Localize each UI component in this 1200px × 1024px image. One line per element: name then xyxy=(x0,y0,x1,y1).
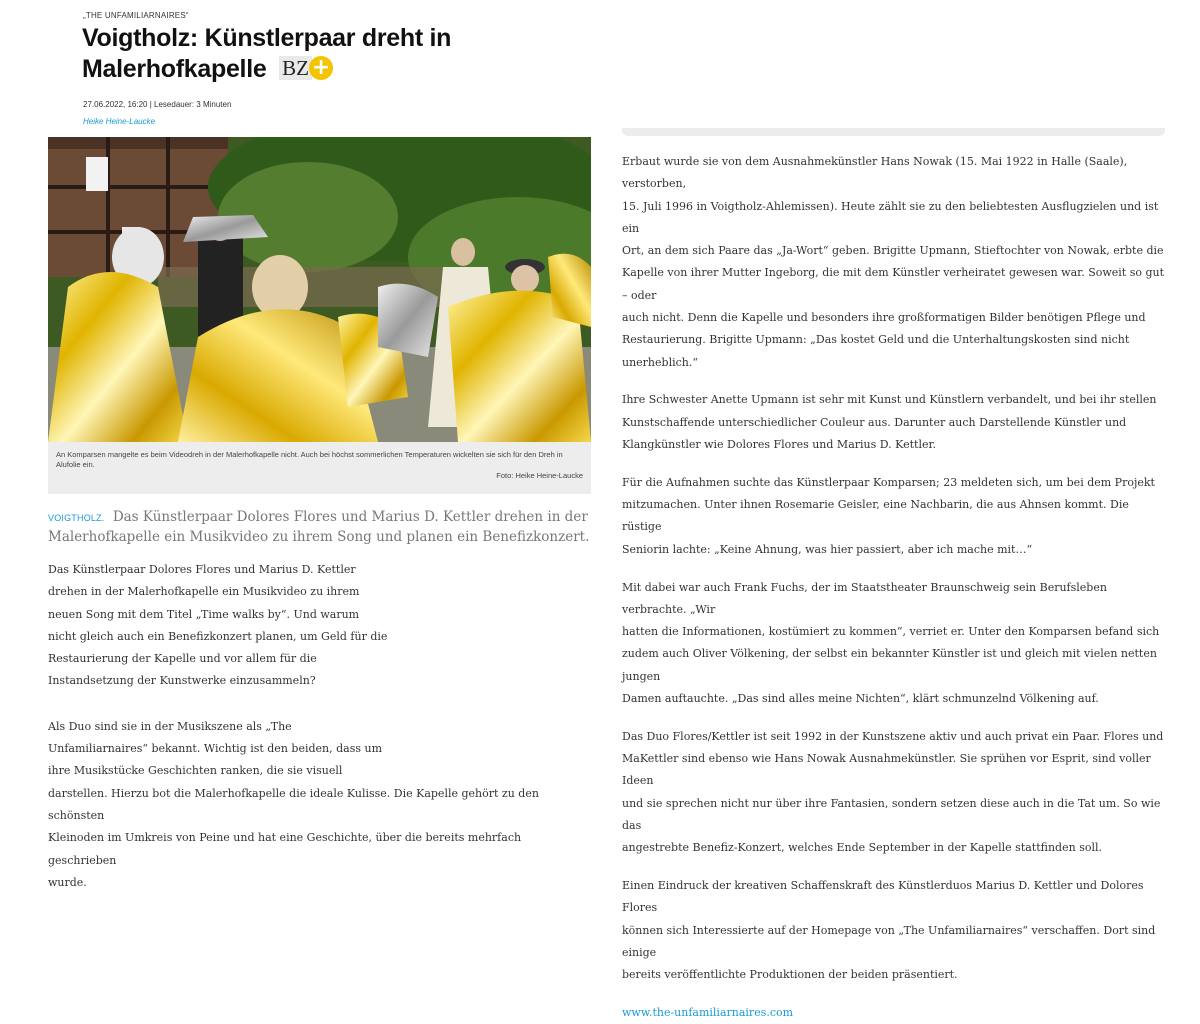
author-link[interactable]: Heike Heine-Laucke xyxy=(83,117,156,126)
body-paragraph: Einen Eindruck der kreativen Schaffenskraft des Künstlerduos Marius D. Kettler und Dolores Flores können sich Interessierte auf der Homepage von „The Unfamiliarnaires“ verschaffen. Dort sind einige bereits veröffentlichte Produktionen der beiden präsentiert. xyxy=(622,879,1156,982)
body-paragraph: Das Duo Flores/Kettler ist seit 1992 in der Kunstszene aktiv und auch privat ein Paar. Flores und MaKettler sind ebenso wie Hans Nowak Ausnahmekünstler. Sie sprühen vor Esprit, sind voller Ideen und sie sprechen nicht nur über ihre Fantasien, sondern setzen diese auch in die Tat um. So wie das angestrebte Benefiz-Konzert, welches Ende September in der Kapelle stattfinden soll. xyxy=(622,729,1164,855)
plus-icon: + xyxy=(309,56,333,80)
headline-line-2: Malerhofkapelle xyxy=(82,55,267,83)
photo-caption xyxy=(48,442,591,494)
headline xyxy=(82,23,602,85)
photo-credit: Foto: Heike Heine-Laucke xyxy=(496,471,583,480)
article-meta: 27.06.2022, 16:20 | Lesedauer: 3 Minuten xyxy=(83,100,232,109)
bz-logo: BZ xyxy=(279,56,312,80)
body-paragraph: Erbaut wurde sie von dem Ausnahmekünstler Hans Nowak (15. Mai 1922 in Halle (Saale), verstorben, 15. Juli 1996 in Voigtholz-Ahlemissen). Heute zählt sie zu den beliebtesten Ausflugzielen und ist ein Ort, an dem sich Paare das „Ja-Wort“ geben. Brigitte Upmann, Stieftochter von Nowak, erbte die Kapelle von ihrer Mutter Ingeborg, die mit dem Künstler verheiratet gewesen war. Soweit so gut – oder auch nicht. Denn die Kapelle und besonders ihre großformatigen Bilder benötigen Pflege und Restaurierung. Brigitte Upmann: „Das kostet Geld und die Unterhaltungskosten sind nicht unerheblich.“ xyxy=(622,155,1165,369)
body-paragraph: Mit dabei war auch Frank Fuchs, der im Staatstheater Braunschweig sein Berufsleben verbrachte. „Wir hatten die Informationen, kostümiert zu kommen“, verriet er. Unter den Komparsen befand sich zudem auch Oliver Völkening, der selbst ein bekannter Künstler ist und gleich mit vielen netten jungen Damen auftauchte. „Das sind alles meine Nichten“, klärt schmunzelnd Völkening auf. xyxy=(622,580,1160,706)
body-paragraph: Ihre Schwester Anette Upmann ist sehr mit Kunst und Künstlern verbandelt, und bei ihr stellen Kunstschaffende unterschiedlicher Couleur aus. Darunter auch Darstellende Künstler und Klangkünstler wie Dolores Flores und Marius D. Kettler. xyxy=(622,393,1157,452)
lead-text: Das Künstlerpaar Dolores Flores und Marius D. Kettler drehen in der Malerhofkapelle ein Musikvideo zu ihrem Song und planen ein Benefizkonzert. xyxy=(48,509,590,545)
body-paragraph: Als Duo sind sie in der Musikszene als „The Unfamiliarnaires“ bekannt. Wichtig ist den beiden, dass um ihre Musikstücke Geschichten ranken, die sie visuell darstellen. Hierzu bot die Malerhofkapelle die ideale Kulisse. Die Kapelle gehört zu den schönsten Kleinoden im Umkreis von Peine und hat eine Geschichte, über die bereits mehrfach geschrieben wurde. xyxy=(48,719,539,889)
homepage-link[interactable]: www.the-unfamiliarnaires.com xyxy=(622,1006,794,1020)
caption-text: An Komparsen mangelte es beim Videodreh in der Malerhofkapelle nicht. Auch bei höchst sommerlichen Temperaturen wickelten sie sich für den Dreh in Alufolie ein. xyxy=(56,450,563,469)
body-paragraph: Das Künstlerpaar Dolores Flores und Marius D. Kettler drehen in der Malerhofkapelle ein Musikvideo zu ihrem neuen Song mit dem Titel „Time walks by“. Und warum nicht gleich auch ein Benefizkonzert planen, um Geld für die Restaurierung der Kapelle und vor allem für die Instandsetzung der Kunstwerke einzusammeln? xyxy=(48,563,388,688)
article-photo xyxy=(48,137,591,442)
body-left-column xyxy=(48,559,588,894)
kicker: „THE UNFAMILIARNAIRES“ xyxy=(83,11,189,20)
column-divider-bar xyxy=(622,128,1165,136)
body-paragraph: Für die Aufnahmen suchte das Künstlerpaar Komparsen; 23 meldeten sich, um bei dem Projekt mitzumachen. Unter ihnen Rosemarie Geisler, eine Nachbarin, die aus Ahnsen kommt. Die rüstige Seniorin lachte: „Keine Ahnung, was hier passiert, aber ich mache mit…“ xyxy=(622,475,1155,556)
body-right-column xyxy=(622,151,1167,1024)
dateline: VOIGTHOLZ. xyxy=(48,513,105,523)
article-lead xyxy=(48,508,593,547)
headline-line-1: Voigtholz: Künstlerpaar dreht in xyxy=(82,24,452,52)
bz-plus-badge xyxy=(279,56,333,80)
